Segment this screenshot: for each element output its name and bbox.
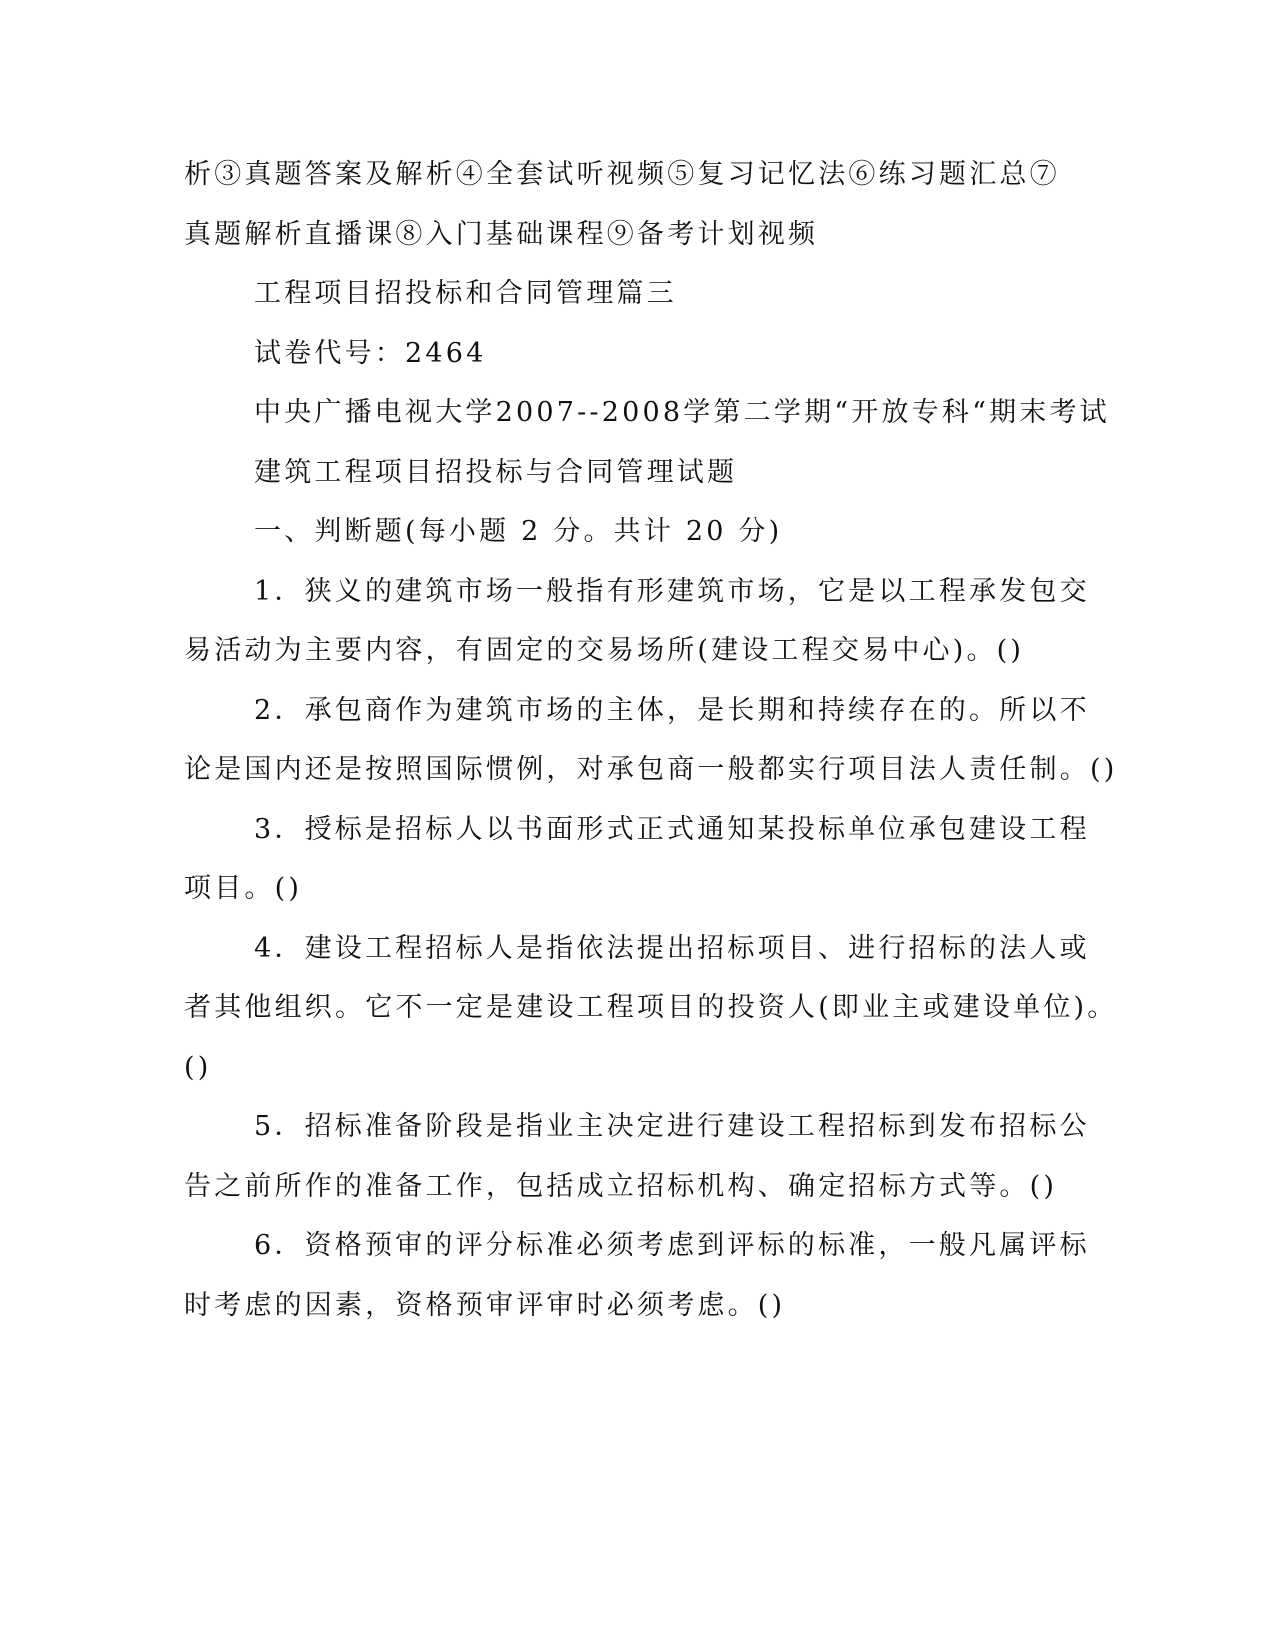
question-3-continued: 项目。() [184,873,303,904]
question-6: 6．资格预审的评分标准必须考虑到评标的标准，一般凡属评标 [254,1230,1090,1261]
section-heading: 工程项目招投标和合同管理篇三 [254,278,677,309]
question-4-continued: () [184,1051,212,1083]
question-2-continued: 论是国内还是按照国际惯例，对承包商一般都实行项目法人责任制。() [184,754,1118,785]
question-2: 2．承包商作为建筑市场的主体，是长期和持续存在的。所以不 [254,694,1090,726]
question-3: 3．授标是招标人以书面形式正式通知某投标单位承包建设工程 [254,813,1090,845]
question-4-continued: 者其他组织。它不一定是建设工程项目的投资人(即业主或建设单位)。 [184,992,1118,1023]
text-line: 析③真题答案及解析④全套试听视频⑤复习记忆法⑥练习题汇总⑦ [184,159,1060,190]
document-body [184,155,1118,1345]
question-5: 5．招标准备阶段是指业主决定进行建设工程招标到发布招标公 [254,1111,1090,1142]
question-5-continued: 告之前所作的准备工作，包括成立招标机构、确定招标方式等。() [184,1170,1058,1202]
exam-title: 建筑工程项目招投标与合同管理试题 [254,456,738,488]
question-6-continued: 时考虑的因素，资格预审评审时必须考虑。() [184,1289,786,1321]
question-1: 1．狭义的建筑市场一般指有形建筑市场，它是以工程承发包交 [254,575,1090,607]
paper-code: 试卷代号：2464 [254,337,487,369]
text-line: 真题解析直播课⑧入门基础课程⑨备考计划视频 [184,218,819,250]
question-section-title: 一、判断题(每小题 2 分。共计 20 分) [254,516,783,547]
exam-header: 中央广播电视大学2007--2008学第二学期“开放专科“期末考试 [254,397,1110,428]
question-1-continued: 易活动为主要内容，有固定的交易场所(建设工程交易中心)。() [184,635,1025,666]
question-4: 4．建设工程招标人是指依法提出招标项目、进行招标的法人或 [254,932,1090,964]
